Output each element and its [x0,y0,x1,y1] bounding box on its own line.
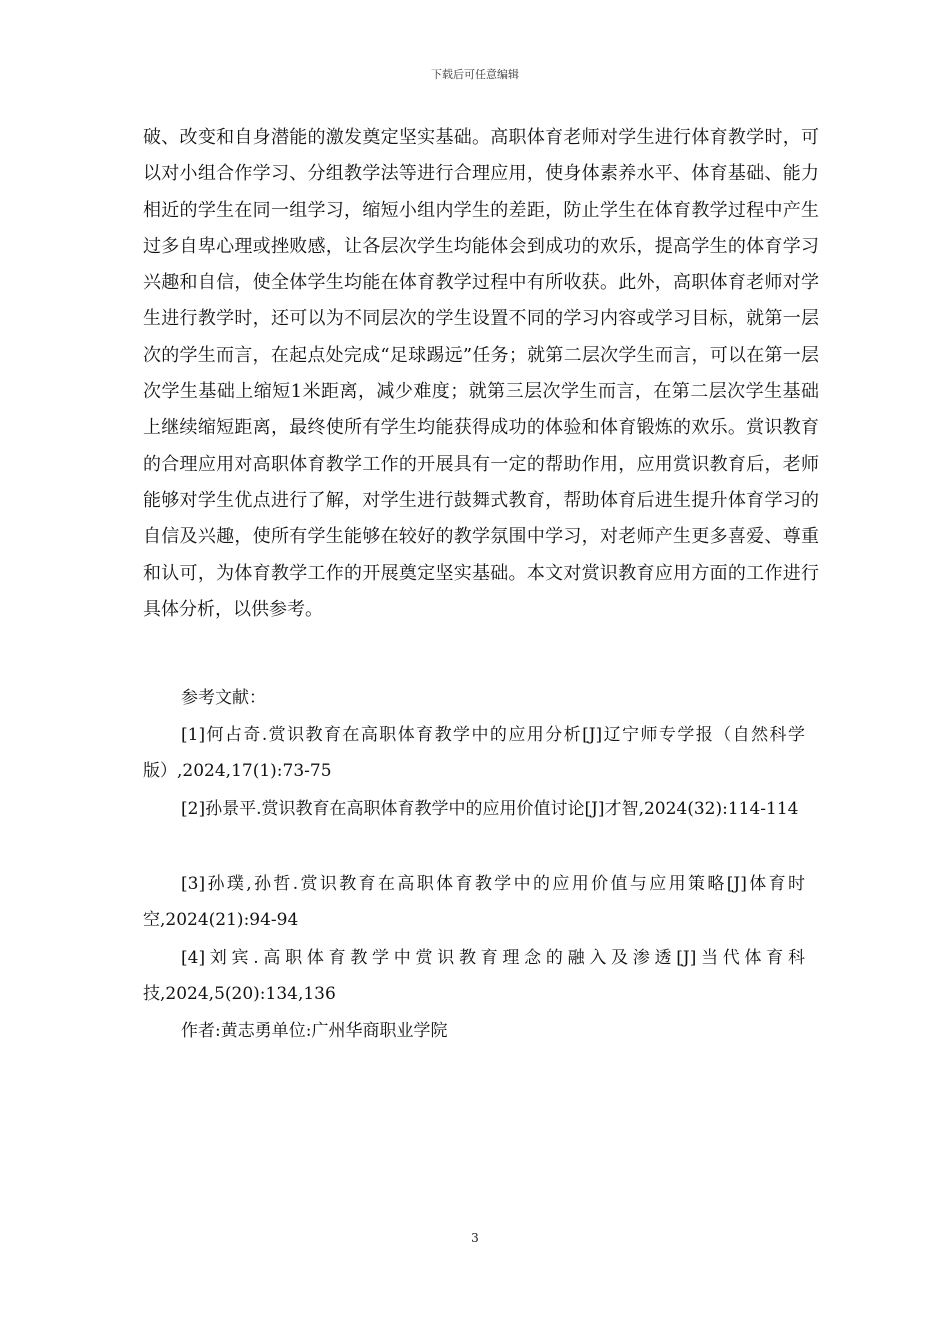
reference-item-2: [2]孙景平.赏识教育在高职体育教学中的应用价值讨论[J]才智,2024(32):114-114 [181,799,799,819]
reference-item-1: [1]何占奇.赏识教育在高职体育教学中的应用分析[J]辽宁师专学报（自然科学版）,2024,17(1):73-75 [143,725,805,781]
page-number: 3 [471,1231,479,1245]
references-title: 参考文献： [181,688,266,708]
body-paragraph: 破、改变和自身潜能的激发奠定坚实基础。高职体育老师对学生进行体育教学时，可以对小组合作学习、分组教学法等进行合理应用，使身体素养水平、体育基础、能力相近的学生在同一组学习，缩短小组内学生的差距，防止学生在体育教学过程中产生过多自卑心理或挫败感，让各层次学生均能体会到成功的欢乐，提高学生的体育学习兴趣和自信，使全体学生均能在体育教学过程中有所收获。此外，高职体育老师对学生进行教学时，还可以为不同层次的学生设置不同的学习内容或学习目标，就第一层次的学生而言，在起点处完成“足球踢远”任务；就第二层次学生而言，可以在第一层次学生基础上缩短1米距离，减少难度；就第三层次学生而言，在第二层次学生基础上继续缩短距离，最终使所有学生均能获得成功的体验和体育锻炼的欢乐。赏识教育的合理应用对高职体育教学工作的开展具有一定的帮助作用，应用赏识教育后，老师能够对学生优点进行了解，对学生进行鼓舞式教育，帮助体育后进生提升体育学习的自信及兴趣，使所有学生能够在较好的教学氛围中学习，对老师产生更多喜爱、尊重和认可，为体育教学工作的开展奠定坚实基础。本文对赏识教育应用方面的工作进行具体分析，以供参考。 [143,127,819,620]
reference-item-4: [4]刘宾.高职体育教学中赏识教育理念的融入及渗透[J]当代体育科技,2024,5(20):134,136 [143,948,805,1004]
page-header: 下载后可任意编辑 [431,68,519,81]
author-line: 作者:黄志勇单位:广州华商职业学院 [181,1021,448,1041]
reference-item-3: [3]孙璞,孙哲.赏识教育在高职体育教学中的应用价值与应用策略[J]体育时空,2024(21):94-94 [143,874,805,930]
